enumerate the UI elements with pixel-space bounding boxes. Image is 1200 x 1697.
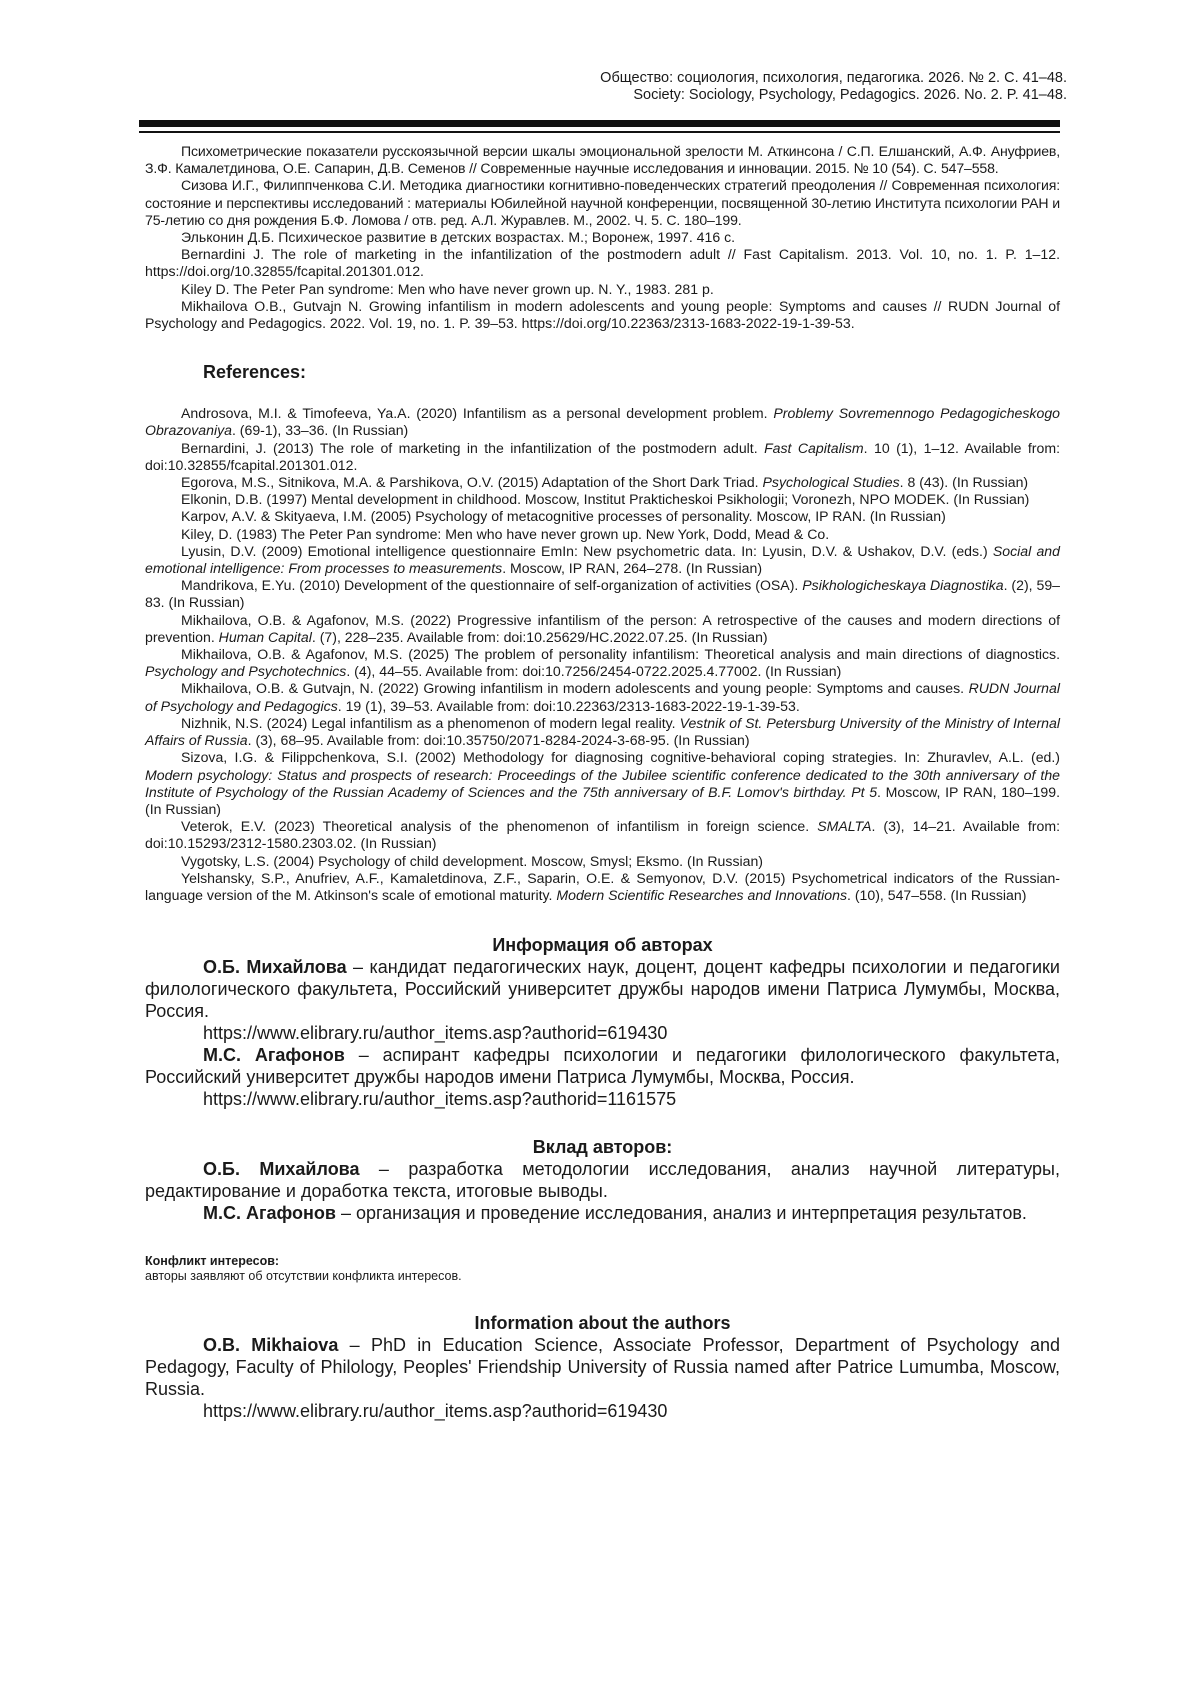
reference-text: Sizova, I.G. & Filippchenkova, S.I. (2002) Methodology for diagnosing cognitive-behavioral coping strategies. In: Zhuravlev, A.L. (ed.) (181, 749, 1060, 766)
contribution-item (145, 1158, 1060, 1202)
reference-source-title: Human Capital (218, 628, 312, 645)
author-bio-text: – PhD in Education Science, Associate Professor, Department of Psychology and Pedagogy, Faculty of Philology, Peoples' Friendship University of Russia named after Patrice Lumumba, Moscow, Russia. (145, 1335, 1060, 1400)
literature-list (145, 143, 1060, 332)
authors-info-heading-en: Information about the authors (474, 1313, 731, 1334)
contribution-text: – разработка методологии исследования, анализ научной литературы, редактирование и доработка текста, итоговые выводы. (145, 1159, 1060, 1202)
reference-text: Mikhailova, O.B. & Agafonov, M.S. (2025) The problem of personality infantilism: Theoretical analysis and main directions of diagnostics. (181, 646, 1060, 663)
reference-source-title: Problemy Sovremennogo Pedagogicheskogo Obrazovaniya (145, 405, 1060, 439)
reference-text: Karpov, A.V. & Skityaeva, I.M. (2005) Psychology of metacognitive processes of personality. Moscow, IP RAN. (In Russian) (181, 508, 946, 525)
reference-item (145, 526, 1060, 543)
reference-item (145, 749, 1060, 818)
author-profile-link[interactable]: https://www.elibrary.ru/author_items.asp?authorid=619430 (203, 1401, 668, 1422)
reference-text: Nizhnik, N.S. (2024) Legal infantilism as a phenomenon of modern legal reality. (181, 714, 680, 731)
authors-info-en (145, 1312, 1060, 1422)
reference-text: Mikhailova, O.B. & Gutvajn, N. (2022) Growing infantilism in modern adolescents and young people: Symptoms and causes. (181, 680, 969, 697)
reference-item (145, 440, 1060, 474)
author-name: М.С. Агафонов (203, 1203, 336, 1224)
header-line-ru: Общество: социология, психология, педагогика. 2026. № 2. С. 41–48. (600, 70, 1067, 86)
literature-item: Психометрические показатели русскоязычной версии шкалы эмоциональной зрелости М. Аткинсона / С.П. Елшанский, А.Ф. Ануфриев, З.Ф. Камалетдинова, О.Е. Сапарин, Д.В. Семенов // Современные научные исследования и инновации. 2015. № 10 (54). С. 547–558. (145, 143, 1060, 177)
literature-item: Сизова И.Г., Филиппченкова С.И. Методика диагностики когнитивно-поведенческих стратегий преодоления // Современная психология: состояние и перспективы исследований : материалы Юбилейной научной конференции, посвященной 30-летию Института психологии РАН и 75-летию со дня рождения Б.Ф. Ломова / отв. ред. А.Л. Журавлев. М., 2002. Ч. 5. С. 180–199. (145, 177, 1060, 228)
author-bio (145, 1334, 1060, 1400)
reference-details: . (2), 59–83. (In Russian) (145, 577, 1060, 611)
contribution-item (145, 1202, 1060, 1224)
reference-item (145, 870, 1060, 904)
author-bio-text: – аспирант кафедры психологии и педагогики филологического факультета, Российский университет дружбы народов имени Патриса Лумумбы, Москва, Россия. (145, 1045, 1060, 1088)
conflict-of-interest (145, 1254, 1060, 1284)
reference-item (145, 508, 1060, 525)
author-profile-link[interactable]: https://www.elibrary.ru/author_items.asp?authorid=1161575 (203, 1089, 677, 1110)
author-bio (145, 1044, 1060, 1088)
header-line-en: Society: Sociology, Psychology, Pedagogics. 2026. No. 2. P. 41–48. (633, 87, 1067, 103)
reference-text: Elkonin, D.B. (1997) Mental development in childhood. Moscow, Institut Prakticheskoi Psikhologii; Voronezh, NPO MODEK. (In Russian) (181, 491, 1030, 508)
reference-source-title: Vestnik of St. Petersburg University of the Ministry of Internal Affairs of Russia (145, 714, 1060, 749)
author-contribution (145, 1136, 1060, 1224)
author-name: М.С. Агафонов (203, 1045, 345, 1066)
contribution-heading: Вклад авторов: (532, 1137, 673, 1158)
reference-source-title: Psychological Studies (762, 474, 900, 491)
reference-item (145, 405, 1060, 439)
reference-item (145, 612, 1060, 646)
reference-details: . Moscow, IP RAN, 180–199. (In Russian) (145, 783, 1060, 817)
literature-item: Kiley D. The Peter Pan syndrome: Men who have never grown up. N. Y., 1983. 281 p. (181, 280, 714, 297)
reference-text: Mikhailova, O.B. & Agafonov, M.S. (2022) Progressive infantilism of the person: A retrospective of the causes and modern directions of prevention. (145, 611, 1060, 645)
author-name: О.Б. Михайлова (203, 957, 347, 978)
author-name: О.Б. Михайлова (203, 1159, 360, 1180)
literature-item: Bernardini J. The role of marketing in the infantilization of the postmodern adult // Fast Capitalism. 2013. Vol. 10, no. 1. P. 1–12. https://doi.org/10.32855/fcapital.201301.012. (145, 246, 1060, 280)
page-content (145, 143, 1060, 1422)
reference-item (145, 680, 1060, 714)
reference-text: Veterok, E.V. (2023) Theoretical analysis of the phenomenon of infantilism in foreign science. (181, 818, 818, 835)
reference-details: . (7), 228–235. Available from: doi:10.25629/HC.2022.07.25. (In Russian) (311, 628, 768, 645)
reference-source-title: Modern Scientific Researches and Innovations (556, 886, 848, 903)
reference-source-title: Psychology and Psychotechnics (145, 663, 347, 680)
reference-text: Androsova, M.I. & Timofeeva, Ya.A. (2020) Infantilism as a personal development problem. (181, 405, 774, 422)
running-header (600, 70, 1067, 104)
reference-item (145, 715, 1060, 749)
reference-text: Yelshansky, S.P., Anufriev, A.F., Kamaletdinova, Z.F., Saparin, O.E. & Semyonov, D.V. (2015) Psychometrical indicators of the Russian-language version of the M. Atkinson's scale of emotional maturity. (145, 869, 1060, 903)
reference-item (145, 646, 1060, 680)
author-profile-link[interactable]: https://www.elibrary.ru/author_items.asp?authorid=619430 (203, 1023, 668, 1044)
reference-item (145, 491, 1060, 508)
reference-item (145, 474, 1060, 491)
header-rule-thin (139, 131, 1060, 133)
reference-details: . (4), 44–55. Available from: doi:10.7256/2454-0722.2025.4.77002. (In Russian) (346, 663, 842, 680)
references-list (145, 405, 1060, 904)
reference-item (145, 818, 1060, 852)
reference-details: . (69-1), 33–36. (In Russian) (231, 422, 409, 439)
reference-details: . (10), 547–558. (In Russian) (847, 886, 1027, 903)
reference-text: Mandrikova, E.Yu. (2010) Development of the questionnaire of self-organization of activities (OSA). (181, 577, 803, 594)
reference-details: . 10 (1), 1–12. Available from: doi:10.32855/fcapital.201301.012. (145, 439, 1060, 473)
reference-text: Lyusin, D.V. (2009) Emotional intelligence questionnaire EmIn: New psychometric data. In: Lyusin, D.V. & Ushakov, D.V. (eds.) (181, 542, 993, 559)
reference-source-title: Modern psychology: Status and prospects of research: Proceedings of the Jubilee scientific conference dedicated to the 30th anniversary of the Institute of Psychology of the Russian Academy of Sciences and the 75th anniversary of B.F. Lomov's birthday. Pt 5 (145, 766, 1060, 800)
literature-item: Эльконин Д.Б. Психическое развитие в детских возрастах. М.; Воронеж, 1997. 416 с. (181, 229, 736, 246)
reference-details: . (3), 14–21. Available from: doi:10.15293/2312-1580.2303.02. (In Russian) (145, 818, 1060, 852)
conflict-title: Конфликт интересов: (145, 1254, 280, 1269)
reference-text: Kiley, D. (1983) The Peter Pan syndrome: Men who have never grown up. New York, Dodd, Mead & Co. (181, 525, 830, 542)
conflict-text: авторы заявляют об отсутствии конфликта интересов. (145, 1269, 462, 1284)
reference-item (145, 577, 1060, 611)
reference-details: . (3), 68–95. Available from: doi:10.35750/2071-8284-2024-3-68-95. (In Russian) (247, 732, 750, 749)
reference-text: Vygotsky, L.S. (2004) Psychology of child development. Moscow, Smysl; Eksmo. (In Russian) (181, 852, 763, 869)
reference-source-title: Psikhologicheskaya Diagnostika (802, 577, 1004, 594)
reference-details: . Moscow, IP RAN, 264–278. (In Russian) (502, 560, 763, 577)
reference-text: Egorova, M.S., Sitnikova, M.A. & Parshikova, O.V. (2015) Adaptation of the Short Dark Triad. (181, 474, 763, 491)
author-name: O.B. Mikhaiova (203, 1335, 339, 1356)
reference-details: . 8 (43). (In Russian) (899, 474, 1029, 491)
reference-item (145, 543, 1060, 577)
references-heading: References: (203, 362, 307, 383)
authors-info-ru (145, 934, 1060, 1110)
reference-details: . 19 (1), 39–53. Available from: doi:10.22363/2313-1683-2022-19-1-39-53. (337, 697, 800, 714)
author-bio-text: – кандидат педагогических наук, доцент, доцент кафедры психологии и педагогики филологического факультета, Российский университет дружбы народов имени Патриса Лумумбы, Москва, Россия. (145, 957, 1060, 1022)
reference-source-title: Social and emotional intelligence: From processes to measurements (145, 542, 1060, 577)
authors-info-heading: Информация об авторах (492, 935, 713, 956)
header-rule-thick (139, 120, 1060, 127)
reference-item (145, 853, 1060, 870)
author-bio (145, 956, 1060, 1022)
reference-source-title: SMALTA (817, 818, 872, 835)
literature-item: Mikhailova O.B., Gutvajn N. Growing infantilism in modern adolescents and young people: Symptoms and causes // RUDN Journal of Psychology and Pedagogics. 2022. Vol. 19, no. 1. P. 39–53. https://doi.org/10.22363/2313-1683-2022-19-1-39-53. (145, 297, 1060, 332)
contribution-text: – организация и проведение исследования, анализ и интерпретация результатов. (335, 1203, 1027, 1224)
reference-source-title: RUDN Journal of Psychology and Pedagogics (145, 680, 1060, 714)
reference-source-title: Fast Capitalism (764, 439, 864, 456)
reference-text: Bernardini, J. (2013) The role of marketing in the infantilization of the postmodern adult. (181, 439, 765, 456)
